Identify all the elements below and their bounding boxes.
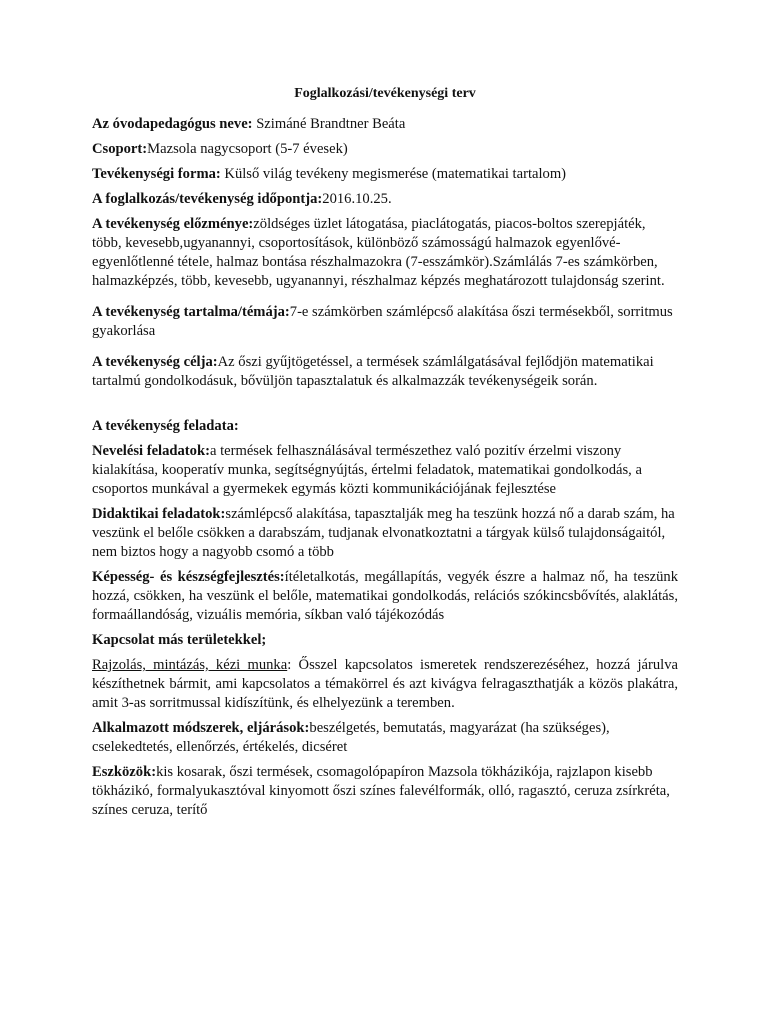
history-label: A tevékenység előzménye: bbox=[92, 216, 254, 232]
teacher-line bbox=[92, 115, 678, 134]
teacher-label: Az óvodapedagógus neve: bbox=[92, 116, 253, 132]
topic-label: A tevékenység tartalma/témája: bbox=[92, 304, 290, 320]
didactic-tasks-paragraph bbox=[92, 505, 678, 562]
didactic-label: Didaktikai feladatok: bbox=[92, 506, 226, 522]
date-value: 2016.10.25. bbox=[322, 191, 392, 207]
topic-value: 7-e számkörben számlépcső alakítása őszi termésekből, sorritmus gyakorlása bbox=[92, 304, 673, 339]
educational-value: a termések felhasználásával természethez való pozitív érzelmi viszony kialakítása, kooperatív munka, segítségnyújtás, értelmi feladatok, matematikai gondolkodás, a csoportos munkával a gyermekek egymás közti kommunikációjának fejlesztése bbox=[92, 443, 642, 497]
goal-value: Az őszi gyűjtögetéssel, a termések számlálgatásával fejlődjön matematikai tartalmú gondolkodásuk, bővüljön tapasztalatuk és alkalmazzák tevékenységeik során. bbox=[92, 354, 654, 389]
skills-paragraph bbox=[92, 568, 678, 625]
drawing-label: Rajzolás, mintázás, kézi munka bbox=[92, 657, 288, 673]
methods-label: Alkalmazott módszerek, eljárások: bbox=[92, 720, 310, 736]
form-value: Külső világ tevékeny megismerése (matematikai tartalom) bbox=[220, 166, 567, 182]
history-paragraph bbox=[92, 215, 678, 291]
group-line bbox=[92, 140, 678, 159]
form-label: Tevékenységi forma: bbox=[92, 166, 221, 182]
connections-heading: Kapcsolat más területekkel; bbox=[92, 632, 267, 648]
tools-paragraph bbox=[92, 763, 678, 820]
drawing-value: : Ősszel kapcsolatos ismeretek rendszerezéséhez, hozzá járulva készíthetnek bármit, ami kapcsolatos a témakörrel és azt kivágva felragaszthatják a közös plakátra, amit 3-as sorritmussal kidíszítünk, és elhelyezünk a teremben. bbox=[92, 657, 678, 711]
educational-tasks-paragraph bbox=[92, 442, 678, 499]
topic-paragraph bbox=[92, 303, 678, 341]
tasks-heading: A tevékenység feladata: bbox=[92, 418, 239, 434]
goal-label: A tevékenység célja: bbox=[92, 354, 218, 370]
educational-label: Nevelési feladatok: bbox=[92, 443, 210, 459]
goal-paragraph bbox=[92, 353, 678, 391]
date-label: A foglalkozás/tevékenység időpontja: bbox=[92, 191, 323, 207]
methods-value: beszélgetés, bemutatás, magyarázat (ha szükséges), cselekedtetés, ellenőrzés, értékelés, dicséret bbox=[92, 720, 610, 755]
teacher-value: Szimáné Brandtner Beáta bbox=[252, 116, 406, 132]
skills-value: ítéletalkotás, megállapítás, vegyék észre a halmaz nő, ha teszünk hozzá, csökken, ha veszünk el belőle, matematikai gondolkodás, relációs szókincsbővítés, alaklátás, formaállandóság, vizuális memória, síkban való tájékozódás bbox=[92, 569, 678, 623]
tools-value: kis kosarak, őszi termések, csomagolópapíron Mazsola tökházikója, rajzlapon kisebb tökházikó, formalyukasztóval kinyomott őszi színes falevélformák, olló, ragasztó, ceruza zsírkréta, színes ceruza, terítő bbox=[92, 764, 670, 818]
group-label: Csoport: bbox=[92, 141, 148, 157]
form-line bbox=[92, 165, 678, 184]
skills-label: Képesség- és készségfejlesztés: bbox=[92, 569, 285, 585]
didactic-value: számlépcső alakítása, tapasztalják meg ha teszünk hozzá nő a darab szám, ha veszünk el belőle csökken a darabszám, tudjanak elvonatkoztatni a tárgyak külső tulajdonságaitól, nem biztos hogy a nagyobb csomó a több bbox=[92, 506, 675, 560]
document-title: Foglalkozási/tevékenységi terv bbox=[294, 86, 476, 101]
group-value: Mazsola nagycsoport (5-7 évesek) bbox=[147, 141, 348, 157]
tools-label: Eszközök: bbox=[92, 764, 157, 780]
methods-paragraph bbox=[92, 719, 678, 757]
history-value: zöldséges üzlet látogatása, piaclátogatás, piacos-boltos szerepjáték, több, kevesebb,ugyanannyi, csoportosítások, különböző számosságú halmazok egyenlővé-egyenlőtlenné tétele, halmaz bontása részhalmazokra (7-esszámkör).Számlálás 7-es számkörben, halmazképzés, több, kevesebb, ugyanannyi, részhalmaz képzés meghatározott tulajdonság szerint. bbox=[92, 216, 665, 289]
drawing-paragraph bbox=[92, 656, 678, 713]
document-page bbox=[92, 84, 678, 826]
date-line bbox=[92, 190, 678, 209]
